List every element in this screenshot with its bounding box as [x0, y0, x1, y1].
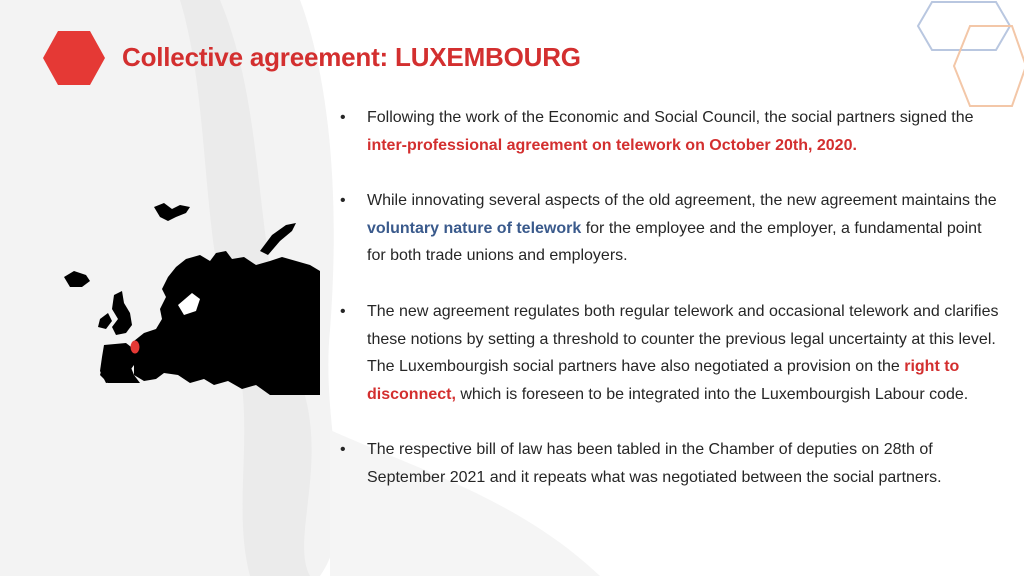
bullet-marker: • [340, 302, 346, 320]
bullet-marker: • [340, 192, 346, 210]
list-item [340, 298, 1000, 408]
bullet-highlight: inter-professional agreement on telework on October 20th, 2020. [367, 136, 857, 154]
list-item [340, 104, 1000, 159]
bullet-text-after: which is foreseen to be integrated into the Luxembourgish Labour code. [455, 385, 969, 403]
bullet-text: While innovating several aspects of the old agreement, the new agreement maintains the [367, 192, 997, 210]
decorative-hexagons [912, 0, 1024, 112]
list-item [340, 187, 1000, 270]
bullet-text: Following the work of the Economic and Social Council, the social partners signed the [367, 109, 974, 126]
bullet-highlight: right to disconnect, [367, 358, 960, 403]
list-item [340, 436, 1000, 491]
bullet-highlight: voluntary nature of telework [367, 219, 582, 237]
bullet-list [340, 104, 1000, 520]
bullet-text: The new agreement regulates both regular telework and occasional telework and clarifies these notions by setting a threshold to counter the previous legal uncertainty at this level. The Luxembourgish social partners have also negotiated a provision on the [367, 302, 999, 376]
bullet-text: The respective bill of law has been tabled in the Chamber of deputies on 28th of September 2021 and it repeats what was negotiated between the social partners. [367, 441, 942, 486]
hexagon-icon [42, 30, 106, 86]
bullet-marker: • [340, 441, 346, 459]
europe-map-icon [60, 195, 320, 395]
bullet-text-after: for the employee and the employer, a fundamental point for both trade unions and employers. [367, 219, 982, 265]
luxembourg-marker [131, 341, 139, 353]
page-title: Collective agreement: LUXEMBOURG [122, 42, 581, 72]
bullet-marker: • [340, 109, 346, 126]
